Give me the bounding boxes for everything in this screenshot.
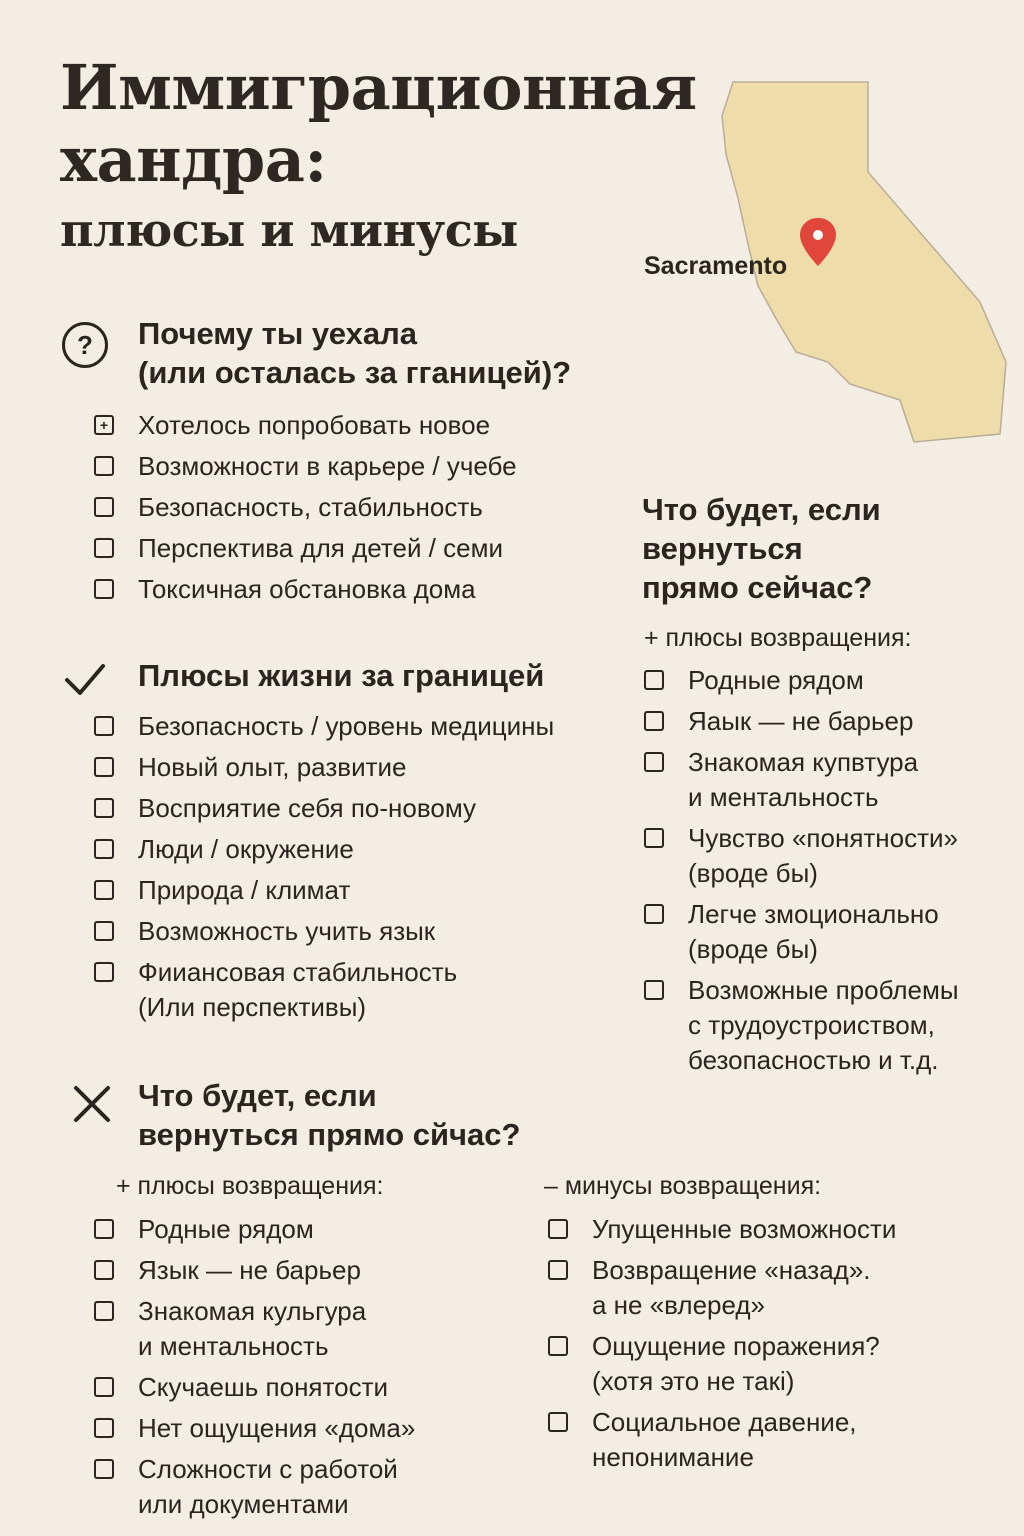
- checkbox[interactable]: [94, 538, 114, 558]
- list-item: [642, 973, 959, 1078]
- checkbox[interactable]: [644, 904, 664, 924]
- checkbox[interactable]: [94, 839, 114, 859]
- right-plus-subheading: + плюсы возвращения:: [644, 624, 912, 652]
- list-item: [642, 704, 959, 739]
- checkbox[interactable]: [644, 752, 664, 772]
- title-subtitle: плюсы и минусы: [60, 203, 518, 257]
- bottom-heading: [138, 1076, 520, 1154]
- list-item-label: Сложности с работой: [138, 1454, 398, 1484]
- list-item-label: Хотелось попробовать новое: [138, 410, 491, 440]
- list-item-label-cont: безопасностью и т.д.: [688, 1045, 939, 1075]
- right-heading-line-2: вернуться: [642, 531, 803, 566]
- list-item-label: Безопасность, стабильность: [138, 492, 483, 522]
- list-item-label: Упущенные возможности: [592, 1214, 897, 1244]
- list-item-label: Родные рядом: [138, 1214, 314, 1244]
- checkbox[interactable]: [548, 1219, 568, 1239]
- list-item-label: Новый олыт, развитие: [138, 752, 407, 782]
- checkbox[interactable]: [644, 711, 664, 731]
- checkbox[interactable]: [548, 1260, 568, 1280]
- list-item: [92, 1452, 415, 1522]
- title-line-2: хандра:: [60, 123, 327, 196]
- checkbox[interactable]: [94, 1260, 114, 1280]
- list-item-label-cont: или документами: [138, 1489, 349, 1519]
- list-item: [642, 663, 959, 698]
- list-item: [642, 897, 959, 967]
- list-item: [92, 1212, 415, 1247]
- checkbox[interactable]: [644, 828, 664, 848]
- bottom-heading-line-1: Что будет, если: [138, 1078, 377, 1113]
- bottom-minus-subheading: – минусы возвращения:: [544, 1172, 822, 1200]
- right-heading-line-1: Что будет, если: [642, 492, 881, 527]
- checkbox[interactable]: [94, 716, 114, 736]
- why-list: [92, 408, 517, 613]
- list-item-label: Токсичная обстановка дома: [138, 574, 476, 604]
- list-item-label: Перспектива для детей / семи: [138, 533, 503, 563]
- list-item-label-cont: (хотя это не такі): [592, 1366, 795, 1396]
- list-item: [92, 531, 517, 566]
- list-item: [92, 791, 554, 826]
- list-item-label: Легче змоционально: [688, 899, 939, 929]
- checkbox[interactable]: [94, 1418, 114, 1438]
- list-item-label-cont: с трудоустроиством,: [688, 1010, 935, 1040]
- list-item-label: Ощущение поражения?: [592, 1331, 880, 1361]
- checkbox[interactable]: [94, 579, 114, 599]
- list-item-label: Безопасность / уровень медицины: [138, 711, 555, 741]
- checkbox[interactable]: [94, 757, 114, 777]
- title-line-1: Иммиграционная: [60, 51, 697, 124]
- checkbox[interactable]: [644, 670, 664, 690]
- checkbox[interactable]: +: [94, 415, 114, 435]
- right-return-heading: [642, 490, 881, 607]
- abroad-heading: Плюсы жизни за границей: [138, 658, 545, 693]
- bottom-minus-list: [546, 1212, 896, 1481]
- checkbox[interactable]: [94, 798, 114, 818]
- why-heading-line-2: (или осталась за гганицей)?: [138, 355, 572, 390]
- list-item: [92, 750, 554, 785]
- list-item: [92, 572, 517, 607]
- list-item: [92, 832, 554, 867]
- list-item-label-cont: и ментальность: [138, 1331, 329, 1361]
- bottom-heading-line-2: вернуться прямо сйчас?: [138, 1117, 521, 1152]
- checkbox[interactable]: [548, 1336, 568, 1356]
- map-city-label: Sacramento: [644, 252, 788, 280]
- list-item: [92, 1411, 415, 1446]
- list-item: [92, 1253, 415, 1288]
- checkbox[interactable]: [94, 1377, 114, 1397]
- list-item-label: Знакомая купвтура: [688, 747, 919, 777]
- bottom-plus-subheading: + плюсы возвращения:: [116, 1172, 384, 1200]
- list-item-label: Социальное давение,: [592, 1407, 857, 1437]
- list-item-label: Возвращение «назад».: [592, 1255, 871, 1285]
- checkbox[interactable]: [94, 962, 114, 982]
- checkmark-icon: [62, 656, 108, 702]
- checkbox[interactable]: [94, 1301, 114, 1321]
- why-heading: [138, 314, 571, 392]
- checkbox[interactable]: [94, 921, 114, 941]
- list-item-label: Люди / окружение: [138, 834, 354, 864]
- list-item: [546, 1212, 896, 1247]
- right-return-list: [642, 663, 959, 1084]
- list-item-label: Чувство «понятности»: [688, 823, 959, 853]
- x-mark-icon: [70, 1082, 114, 1126]
- list-item-label-cont: (вроде бы): [688, 858, 818, 888]
- list-item: [642, 745, 959, 815]
- checkbox[interactable]: [94, 497, 114, 517]
- list-item: [92, 449, 517, 484]
- list-item-label: Знакомая кульгура: [138, 1296, 367, 1326]
- list-item-label-cont: а не «влеред»: [592, 1290, 766, 1320]
- checkbox[interactable]: [94, 1219, 114, 1239]
- list-item-label-cont: и ментальность: [688, 782, 879, 812]
- question-circle-icon: ?: [62, 322, 108, 368]
- list-item: [92, 408, 517, 443]
- list-item-label: Язык — не барьер: [138, 1255, 361, 1285]
- bottom-plus-list: [92, 1212, 415, 1528]
- page-title: [60, 52, 697, 260]
- list-item: [92, 1294, 415, 1364]
- list-item: [92, 1370, 415, 1405]
- list-item-label-cont: (Или перспективы): [138, 992, 367, 1022]
- list-item-label: Возможность учить язык: [138, 916, 436, 946]
- list-item: [92, 955, 554, 1025]
- checkbox[interactable]: [94, 880, 114, 900]
- list-item: [642, 821, 959, 891]
- right-heading-line-3: прямо сейчас?: [642, 570, 873, 605]
- checkbox[interactable]: [94, 456, 114, 476]
- list-item-label-cont: (вроде бы): [688, 934, 818, 964]
- list-item-label: Возможности в карьере / учебе: [138, 451, 517, 481]
- list-item-label: Нет ощущения «дома»: [138, 1413, 416, 1443]
- list-item: [92, 914, 554, 949]
- list-item-label: Фииансовая стабильность: [138, 957, 458, 987]
- list-item-label-cont: непонимание: [592, 1442, 754, 1472]
- list-item: [546, 1329, 896, 1399]
- list-item-label: Восприятие себя по-новому: [138, 793, 477, 823]
- why-heading-line-1: Почему ты уехала: [138, 316, 417, 351]
- abroad-list: [92, 709, 554, 1031]
- list-item-label: Природа / климат: [138, 875, 351, 905]
- list-item: [92, 873, 554, 908]
- list-item-label: Родные рядом: [688, 665, 864, 695]
- list-item-label: Возможные проблемы: [688, 975, 959, 1005]
- checkbox[interactable]: [644, 980, 664, 1000]
- checkbox[interactable]: [94, 1459, 114, 1479]
- list-item-label: Скучаешь понятости: [138, 1372, 389, 1402]
- list-item-label: Яаык — не барьер: [688, 706, 914, 736]
- checkbox[interactable]: [548, 1412, 568, 1432]
- list-item: [546, 1405, 896, 1475]
- list-item: [546, 1253, 896, 1323]
- list-item: [92, 709, 554, 744]
- list-item: [92, 490, 517, 525]
